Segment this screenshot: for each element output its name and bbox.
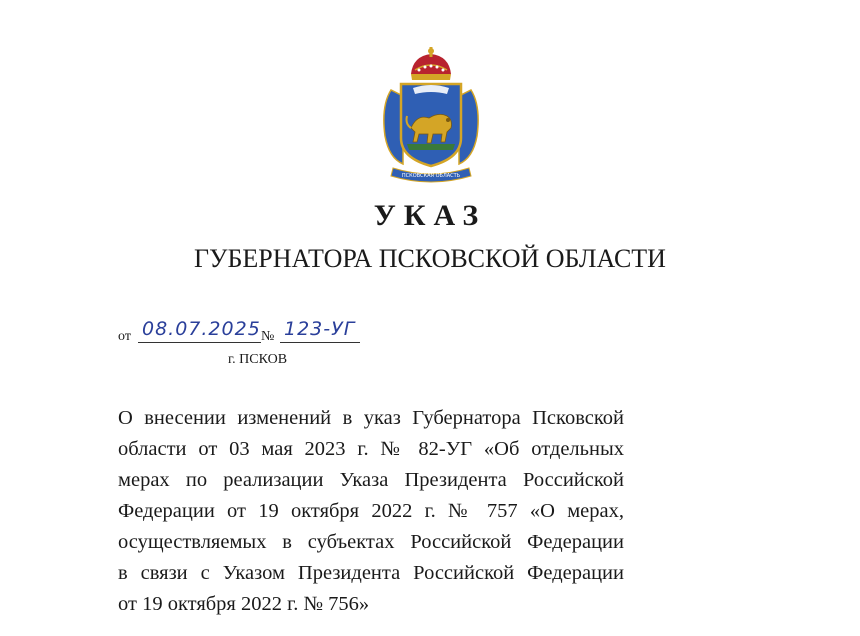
city-label: г. ПСКОВ	[228, 352, 288, 367]
crown-icon	[411, 47, 451, 80]
handwritten-date: 08.07.2025	[142, 318, 261, 340]
subject-line: О внесении изменений в указ Губернатора Псковской	[118, 407, 624, 429]
number-underline	[280, 342, 360, 343]
subject-line: от 19 октября 2022 г. № 756»	[118, 593, 370, 615]
coat-of-arms-emblem	[373, 46, 489, 186]
subject-line: в связи с Указом Президента Российской Федерации	[118, 562, 624, 584]
handwritten-number: 123-УГ	[284, 318, 356, 340]
document-issuer: ГУБЕРНАТОРА ПСКОВСКОЙ ОБЛАСТИ	[194, 244, 666, 273]
subject-line: мерах по реализации Указа Президента Российской	[118, 469, 624, 491]
shield-icon	[401, 84, 461, 166]
subject-line: Федерации от 19 октября 2022 г. № 757 «О мерах,	[118, 500, 624, 522]
number-label: №	[261, 329, 275, 344]
date-label: от	[118, 329, 131, 344]
subject-line: осуществляемых в субъектах Российской Федерации	[118, 531, 624, 553]
document-title: УКАЗ	[373, 199, 487, 232]
document-subject	[118, 403, 624, 620]
date-underline	[138, 342, 261, 343]
svg-text:ПСКОВСКАЯ ОБЛАСТЬ: ПСКОВСКАЯ ОБЛАСТЬ	[401, 173, 461, 179]
subject-line: области от 03 мая 2023 г. № 82-УГ «Об отдельных	[118, 438, 624, 460]
